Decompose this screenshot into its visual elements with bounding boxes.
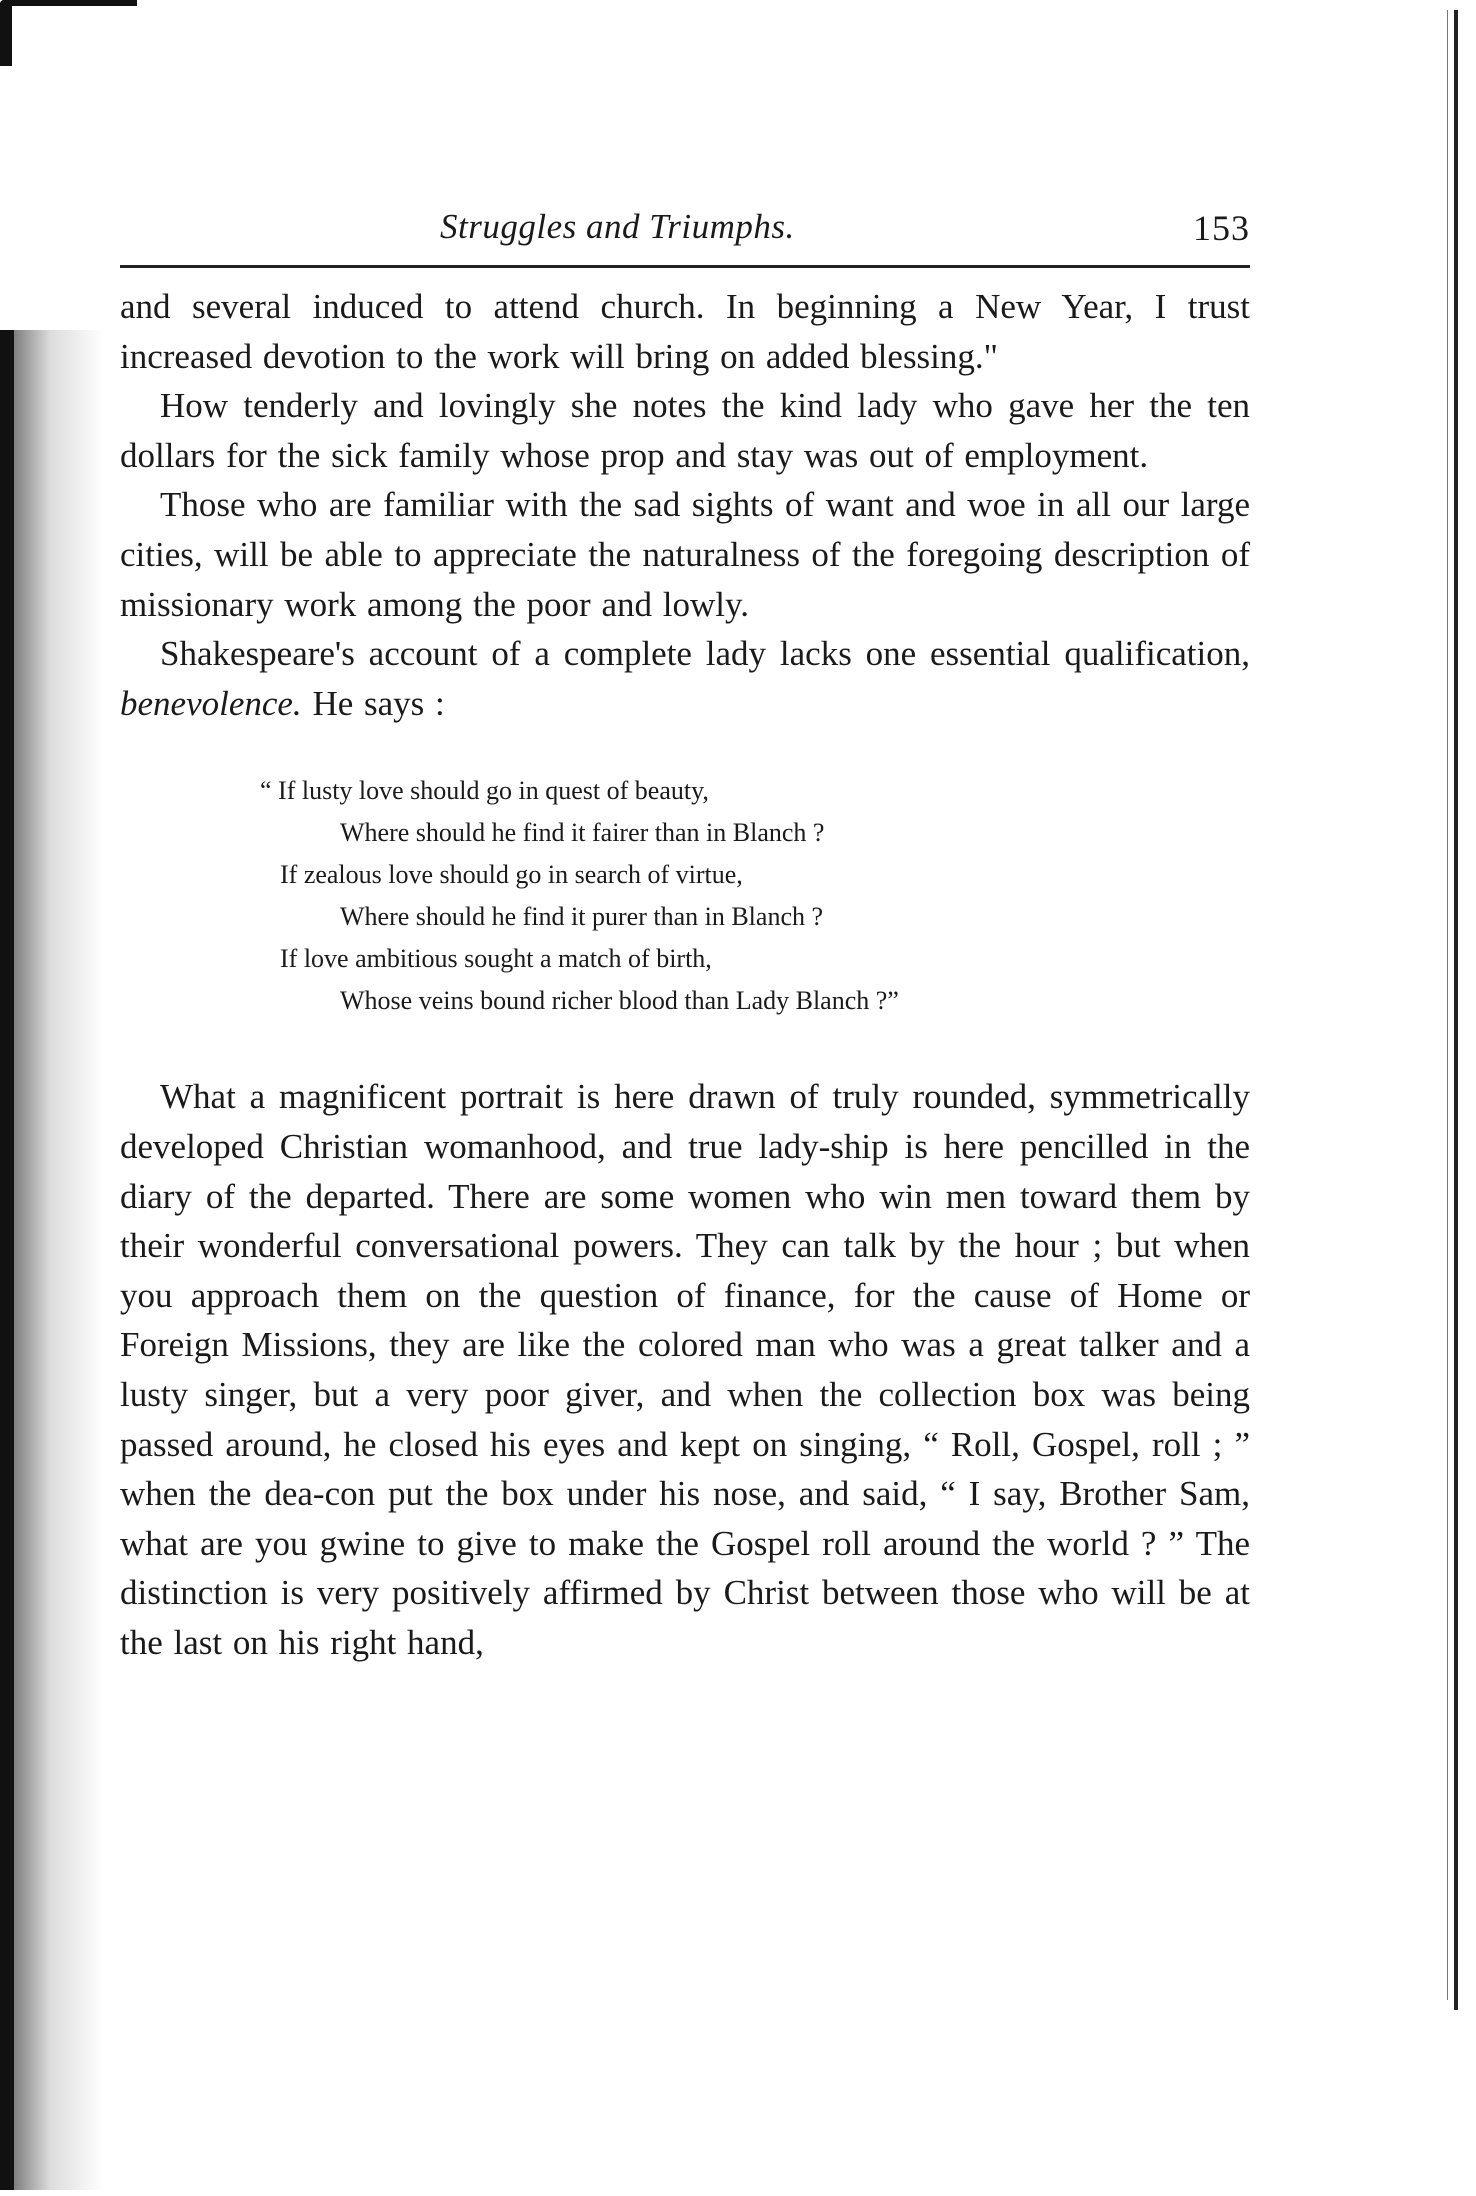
paragraph-shakespeare — [120, 629, 1250, 728]
poem-line: If zealous love should go in search of virtue, — [280, 860, 743, 890]
poem-line: Where should he find it purer than in Blanch ? — [340, 902, 824, 932]
paragraph-continued: and several induced to attend church. In beginning a New Year, I trust increased devotion to the work will bring on added blessing." — [120, 287, 1250, 376]
right-edge-rule — [1454, 10, 1458, 2010]
shakespeare-text-before: Shakespeare's account of a complete lady lacks one essential qualification, — [160, 634, 1250, 674]
paragraph-large-cities: Those who are familiar with the sad sights of want and woe in all our large cities, will be able to appreciate the naturalness of the foregoing description of missionary work among the poor and lowly. — [120, 485, 1250, 624]
poem-line: Where should he find it fairer than in Blanch ? — [340, 818, 825, 848]
emphasis-benevolence: benevolence. — [120, 683, 302, 723]
poem-quotation — [260, 770, 1250, 1022]
right-edge-rule-thin — [1447, 10, 1448, 2000]
running-title: Struggles and Triumphs. — [440, 207, 795, 246]
book-page — [120, 195, 1250, 1667]
scan-corner-mark — [0, 0, 137, 66]
page-number: 153 — [1193, 208, 1250, 248]
paragraph-kind-lady: How tenderly and lovingly she notes the kind lady who gave her the ten dollars for the sick family whose prop and stay was out of employment. — [120, 386, 1250, 475]
poem-line: “ If lusty love should go in quest of beauty, — [260, 776, 709, 806]
header-rule — [120, 265, 1250, 268]
shakespeare-text-after: He says : — [301, 683, 445, 723]
poem-line: If love ambitious sought a match of birth, — [280, 944, 712, 974]
binding-shadow — [14, 330, 104, 2190]
poem-line: Whose veins bound richer blood than Lady Blanch ?” — [340, 986, 899, 1016]
paragraph-magnificent-portrait: What a magnificent portrait is here drawn of truly rounded, symmetrically developed Christian womanhood, and true lady-ship is here pencilled in the diary of the departed. There are some women who win men toward them by their wonderful conversational powers. They can talk by the hour ; but when you approach them on the question of finance, for the cause of Home or Foreign Missions, they are like the colored man who was a great talker and a lusty singer, but a very poor giver, and when the collection box was being passed around, he closed his eyes and kept on singing, “ Roll, Gospel, roll ; ” when the dea-con put the box under his nose, and said, “ I say, Brother Sam, what are you gwine to give to make the Gospel roll around the world ? ” The distinction is very positively affirmed by Christ between those who will be at the last on his right hand, — [120, 1077, 1250, 1662]
binding-edge — [0, 330, 14, 2190]
running-head — [120, 195, 1250, 265]
